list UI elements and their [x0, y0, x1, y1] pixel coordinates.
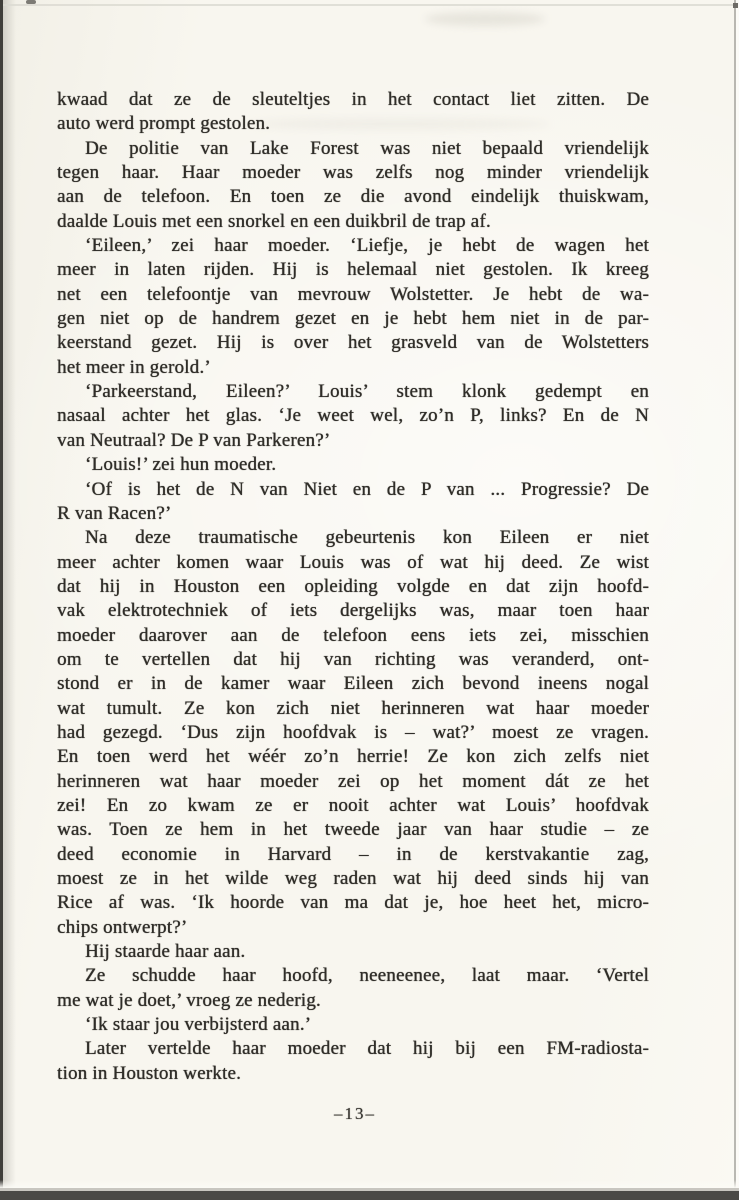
text-line: meer achter komen waar Louis was of wat hij deed. Ze wist — [57, 551, 649, 573]
text-line: was. Toen ze hem in het tweede jaar van haar studie – ze — [57, 819, 649, 841]
text-line: Ze schudde haar hoofd, neeneenee, laat maar. ‘Vertel — [85, 965, 649, 987]
text-line: R van Racen?’ — [57, 502, 172, 524]
text-line: zei! En zo kwam ze er nooit achter wat Louis’ hoofdvak — [57, 794, 649, 816]
text-line: gen niet op de handrem gezet en je hebt hem niet in de par- — [57, 308, 649, 330]
text-line: nasaal achter het glas. ‘Je weet wel, zo’n P, links? En de N — [57, 405, 649, 427]
text-line: had gezegd. ‘Dus zijn hoofdvak is – wat?’ moest ze vragen. — [57, 721, 649, 743]
text-line: tegen haar. Haar moeder was zelfs nog minder vriendelijk — [57, 162, 649, 184]
scan-edge-bottom-line — [0, 1188, 739, 1191]
scan-edge-top-speck — [26, 0, 36, 4]
text-line: Hij staarde haar aan. — [85, 941, 246, 963]
text-line: het meer in gerold.’ — [57, 356, 211, 378]
scan-edge-right-line — [734, 0, 736, 1200]
text-line: aan de telefoon. En toen ze die avond eindelijk thuiskwam, — [57, 186, 649, 208]
text-line: ‘Eileen,’ zei haar moeder. ‘Liefje, je hebt de wagen het — [85, 235, 649, 257]
text-line: ‘Of is het de N van Niet en de P van ... Progressie? De — [85, 478, 649, 500]
text-line: stond er in de kamer waar Eileen zich bevond ineens nogal — [57, 673, 649, 695]
text-line: Na deze traumatische gebeurtenis kon Eileen er niet — [85, 527, 649, 549]
scan-edge-top-line — [3, 4, 737, 6]
text-line: herinneren wat haar moeder zei op het moment dát ze het — [57, 770, 649, 792]
text-line: Later vertelde haar moeder dat hij bij een FM-radiosta- — [85, 1038, 649, 1060]
text-line: moeder daarover aan de telefoon eens iets zei, misschien — [57, 624, 649, 646]
text-line: tion in Houston werkte. — [57, 1062, 242, 1084]
scan-smudge — [425, 12, 545, 26]
text-line: kwaad dat ze de sleuteltjes in het contact liet zitten. De — [57, 89, 649, 110]
text-line: chips ontwerpt?’ — [57, 916, 188, 938]
text-line: Rice af was. ‘Ik hoorde van ma dat je, hoe heet het, micro- — [57, 892, 649, 914]
text-line: daalde Louis met een snorkel en een duikbril de trap af. — [57, 210, 491, 232]
scan-edge-left-fade — [3, 0, 16, 1200]
text-line: meer in laten rijden. Hij is helemaal niet gestolen. Ik kreeg — [57, 259, 649, 281]
text-line: wat tumult. Ze kon zich niet herinneren wat haar moeder — [57, 697, 649, 719]
text-line: vak elektrotechniek of iets dergelijks was, maar toen haar — [57, 600, 649, 622]
text-line: van Neutraal? De P van Parkeren?’ — [57, 429, 331, 451]
body-text — [57, 88, 649, 1086]
text-line: net een telefoontje van mevrouw Wolstetter. Je hebt de wa- — [57, 283, 649, 305]
text-line: dat hij in Houston een opleiding volgde en dat zijn hoofd- — [57, 575, 649, 597]
text-line: auto werd prompt gestolen. — [57, 113, 271, 135]
scan-edge-bottom-light — [0, 1180, 739, 1188]
scan-edge-bottom-dark — [0, 1191, 739, 1200]
text-line: om te vertellen dat hij van richting was veranderd, ont- — [57, 648, 649, 670]
scan-edge-right-speck — [733, 3, 738, 8]
text-line: ‘Parkeerstand, Eileen?’ Louis’ stem klonk gedempt en — [85, 381, 649, 403]
text-line: keerstand gezet. Hij is over het grasveld van de Wolstetters — [57, 332, 649, 354]
text-line: ‘Ik staar jou verbijsterd aan.’ — [85, 1014, 312, 1036]
page-number: –13– — [334, 1104, 376, 1123]
text-line: deed economie in Harvard – in de kerstvakantie zag, — [57, 843, 649, 865]
text-line: moest ze in het wilde weg raden wat hij deed sinds hij van — [57, 868, 649, 889]
scan-edge-left-dark — [0, 0, 3, 1200]
text-line: En toen werd het wéér zo’n herrie! Ze kon zich zelfs niet — [57, 746, 649, 768]
text-line: ‘Louis!’ zei hun moeder. — [85, 454, 277, 476]
text-line: De politie van Lake Forest was niet bepaald vriendelijk — [85, 137, 649, 159]
text-line: me wat je doet,’ vroeg ze nederig. — [57, 989, 321, 1011]
